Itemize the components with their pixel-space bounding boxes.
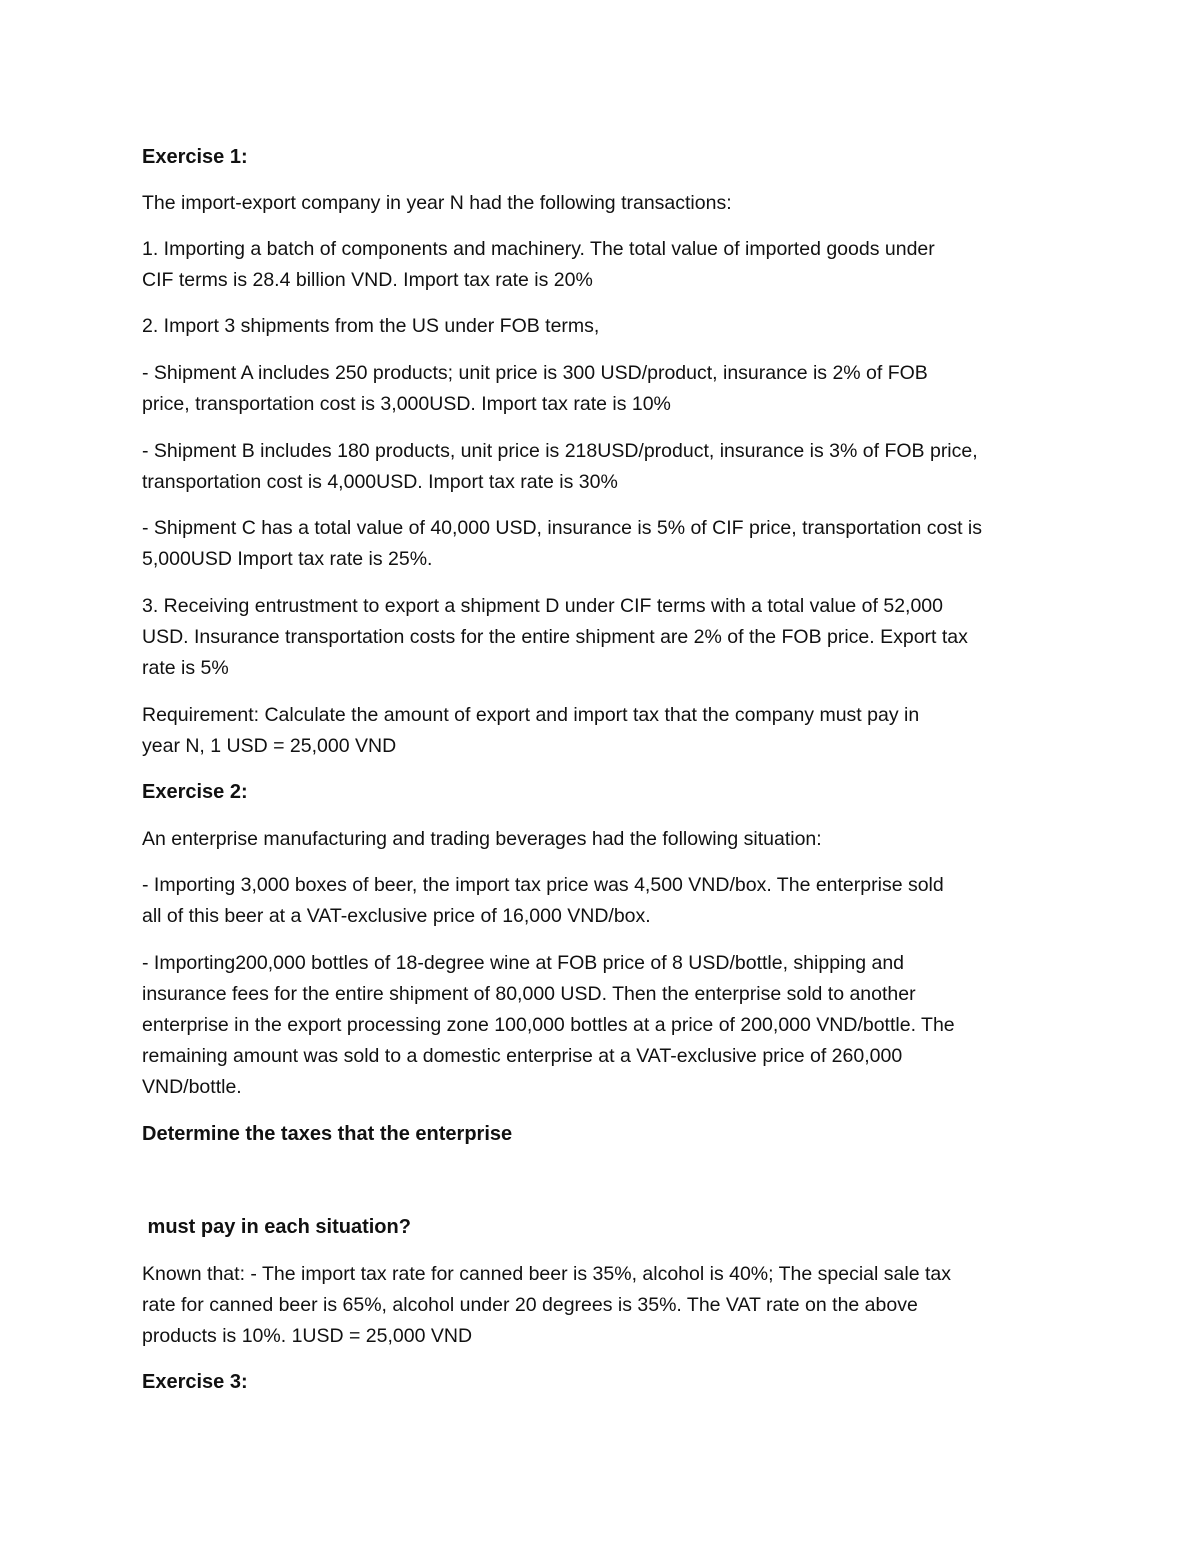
wine-line-5: VND/bottle. (142, 1076, 242, 1098)
wine-line-2: insurance fees for the entire shipment of 80,000 USD. Then the enterprise sold to another (142, 983, 916, 1005)
exercise-2-intro: An enterprise manufacturing and trading beverages had the following situation: (142, 828, 822, 850)
shipment-b-line-1: - Shipment B includes 180 products, unit price is 218USD/product, insurance is 3% of FOB price, (142, 440, 978, 462)
shipment-c-line-1: - Shipment C has a total value of 40,000 USD, insurance is 5% of CIF price, transportation cost is (142, 517, 982, 539)
exercise-1-item-1-line-1: 1. Importing a batch of components and machinery. The total value of imported goods under (142, 238, 935, 260)
exercise-1-heading: Exercise 1: (142, 146, 248, 168)
shipment-c-line-2: 5,000USD Import tax rate is 25%. (142, 548, 433, 570)
shipment-a-line-2: price, transportation cost is 3,000USD. Import tax rate is 10% (142, 393, 671, 415)
known-line-3: products is 10%. 1USD = 25,000 VND (142, 1325, 473, 1347)
exercise-1-item-3-line-2: USD. Insurance transportation costs for the entire shipment are 2% of the FOB price. Export tax (142, 626, 968, 648)
exercise-1-intro: The import-export company in year N had the following transactions: (142, 192, 732, 214)
exercise-1-item-1-line-2: CIF terms is 28.4 billion VND. Import tax rate is 20% (142, 269, 593, 291)
question-line-1: Determine the taxes that the enterprise (142, 1123, 513, 1145)
requirement-line-2: year N, 1 USD = 25,000 VND (142, 735, 397, 757)
requirement-line-1: Requirement: Calculate the amount of export and import tax that the company must pay in (142, 704, 920, 726)
question-line-2: must pay in each situation? (142, 1216, 411, 1238)
exercise-3-heading: Exercise 3: (142, 1371, 248, 1393)
known-line-2: rate for canned beer is 65%, alcohol under 20 degrees is 35%. The VAT rate on the above (142, 1294, 918, 1316)
exercise-2-heading: Exercise 2: (142, 781, 248, 803)
shipment-b-line-2: transportation cost is 4,000USD. Import tax rate is 30% (142, 471, 618, 493)
beer-line-2: all of this beer at a VAT-exclusive price of 16,000 VND/box. (142, 905, 651, 927)
beer-line-1: - Importing 3,000 boxes of beer, the import tax price was 4,500 VND/box. The enterprise sold (142, 874, 944, 896)
wine-line-4: remaining amount was sold to a domestic enterprise at a VAT-exclusive price of 260,000 (142, 1045, 903, 1067)
wine-line-3: enterprise in the export processing zone 100,000 bottles at a price of 200,000 VND/bottle. The (142, 1014, 955, 1036)
known-line-1: Known that: - The import tax rate for canned beer is 35%, alcohol is 40%; The special sale tax (142, 1263, 951, 1285)
exercise-1-item-3-line-3: rate is 5% (142, 657, 229, 679)
wine-line-1: - Importing200,000 bottles of 18-degree wine at FOB price of 8 USD/bottle, shipping and (142, 952, 905, 974)
shipment-a-line-1: - Shipment A includes 250 products; unit price is 300 USD/product, insurance is 2% of FOB (142, 362, 928, 384)
exercise-1-item-2: 2. Import 3 shipments from the US under FOB terms, (142, 315, 600, 337)
exercise-1-item-3-line-1: 3. Receiving entrustment to export a shipment D under CIF terms with a total value of 52,000 (142, 595, 943, 617)
